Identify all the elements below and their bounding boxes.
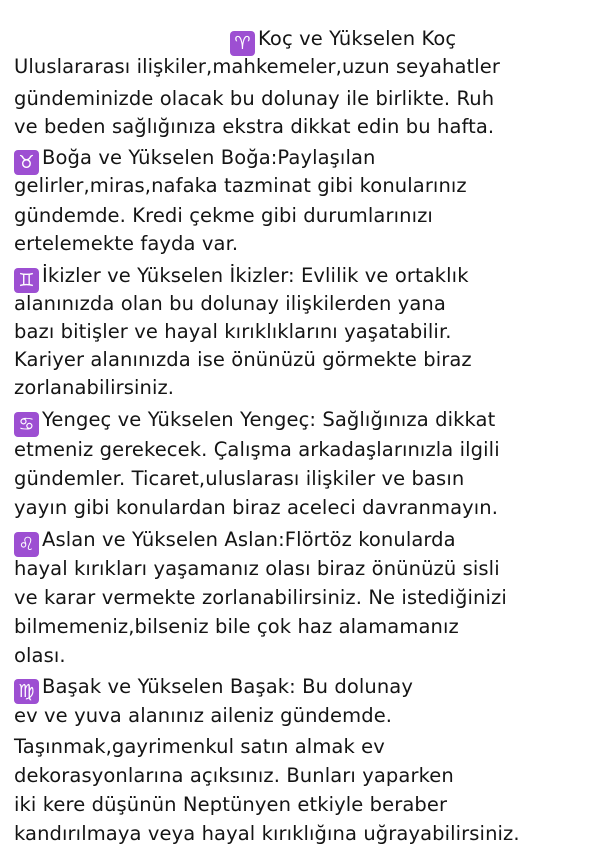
- aries-heading: ♈ Koç ve Yükselen Koç: [230, 25, 456, 56]
- gemini-heading: ♊ İkizler ve Yükselen İkizler: Evlilik ve ortaklık: [14, 262, 469, 293]
- leo-icon: ♌: [14, 532, 39, 557]
- text-line: etmeniz gerekecek. Çalışma arkadaşlarınızla ilgili: [14, 438, 500, 461]
- taurus-heading: ♉ Boğa ve Yükselen Boğa:Paylaşılan: [14, 144, 375, 175]
- text-line: hayal kırıkları yaşamanız olası biraz önünüzü sisli: [14, 557, 500, 580]
- text-line: bilmemeniz,bilseniz bile çok haz alamamanız: [14, 615, 459, 638]
- text-line: Taşınmak,gayrimenkul satın almak ev: [14, 735, 385, 758]
- text-line: alanınızda olan bu dolunay ilişkilerden yana: [14, 292, 446, 315]
- taurus-icon: ♉: [14, 150, 39, 175]
- text-line: Uluslararası ilişkiler,mahkemeler,uzun seyahatler: [14, 55, 501, 78]
- text-line: gündemde. Kredi çekme gibi durumlarınızı: [14, 204, 433, 227]
- text-line: iki kere düşünün Neptünyen etkiyle beraber: [14, 793, 448, 816]
- aries-icon: ♈: [230, 31, 255, 56]
- text-line: ertelemekte fayda var.: [14, 232, 239, 255]
- gemini-icon: ♊: [14, 268, 39, 293]
- text-line: gündeminizde olacak bu dolunay ile birlikte. Ruh: [14, 87, 495, 110]
- cancer-icon: ♋: [14, 412, 39, 437]
- text-line: gelirler,miras,nafaka tazminat gibi konularınız: [14, 174, 467, 197]
- text-line: ve karar vermekte zorlanabilirsiniz. Ne istediğinizi: [14, 586, 507, 609]
- text-line: zorlanabilirsiniz.: [14, 376, 175, 399]
- text-line: kandırılmaya veya hayal kırıklığına uğrayabilirsiniz.: [14, 822, 520, 845]
- text-line: Kariyer alanınızda ise önünüzü görmekte biraz: [14, 348, 472, 371]
- text-line: yayın gibi konulardan biraz aceleci davranmayın.: [14, 496, 499, 519]
- text-line: dekorasyonlarına açıksınız. Bunları yaparken: [14, 764, 454, 787]
- text-line: bazı bitişler ve hayal kırıklıklarını yaşatabilir.: [14, 320, 452, 343]
- text-line: gündemler. Ticaret,uluslarası ilişkiler ve basın: [14, 467, 465, 490]
- virgo-icon: ♍: [14, 679, 39, 704]
- text-line: olası.: [14, 644, 66, 667]
- cancer-heading: ♋ Yengeç ve Yükselen Yengeç: Sağlığınıza dikkat: [14, 406, 495, 437]
- leo-heading: ♌ Aslan ve Yükselen Aslan:Flörtöz konularda: [14, 526, 456, 557]
- text-line: ev ve yuva alanınız aileniz gündemde.: [14, 704, 393, 727]
- virgo-heading: ♍ Başak ve Yükselen Başak: Bu dolunay: [14, 673, 413, 704]
- text-line: ve beden sağlığınıza ekstra dikkat edin bu hafta.: [14, 115, 495, 138]
